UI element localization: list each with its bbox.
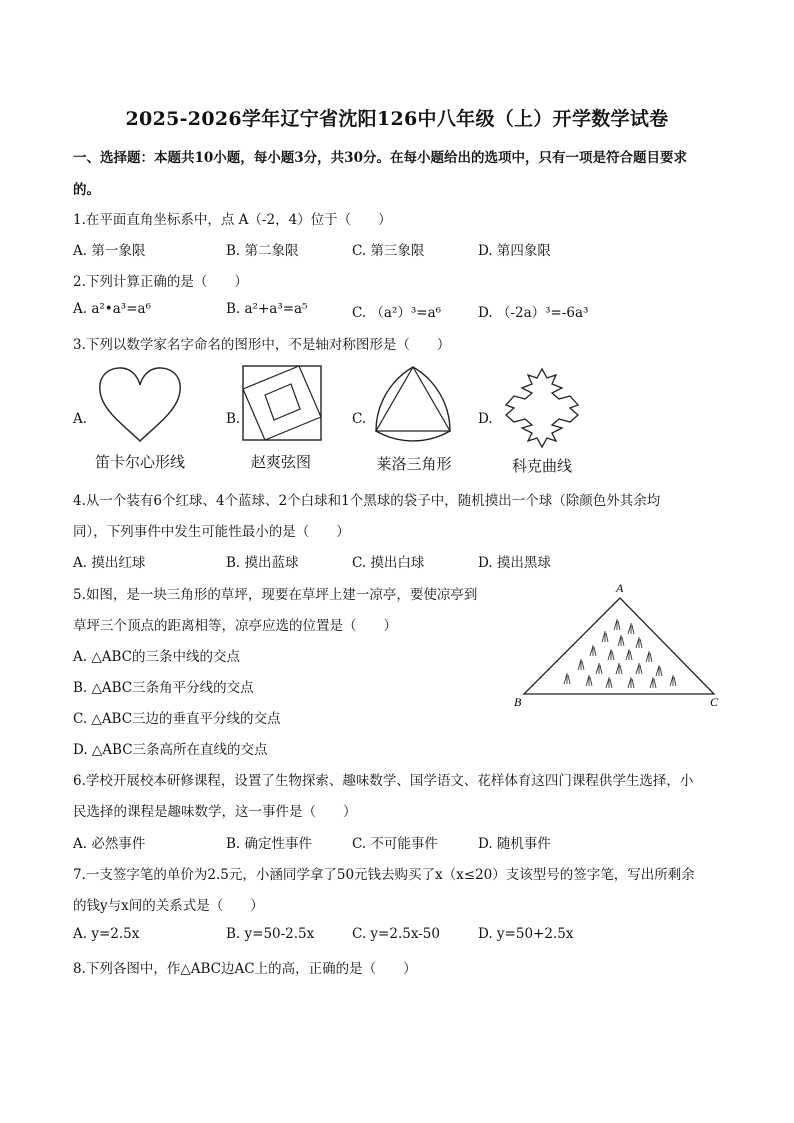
- zhao-shuang-diagram-figure: [242, 365, 322, 441]
- q1-option-c[interactable]: C. 第三象限: [352, 243, 425, 259]
- q3-caption-b: 赵爽弦图: [250, 453, 311, 471]
- q3-option-d-letter[interactable]: D.: [478, 411, 493, 427]
- q7-stem-line1: 7.一支签字笔的单价为2.5元，小涵同学拿了50元钱去购买了x（x≤20）支该型号的签字笔，写出所剩余: [73, 867, 695, 883]
- lawn-triangle-figure: [510, 580, 726, 710]
- q4-stem-line2: 同），下列事件中发生可能性最小的是（ ）: [73, 524, 350, 540]
- q6-option-d[interactable]: D. 随机事件: [478, 836, 551, 852]
- q3-option-c-letter[interactable]: C.: [352, 411, 367, 427]
- q4-option-a[interactable]: A. 摸出红球: [73, 555, 146, 571]
- q3-caption-a: 笛卡尔心形线: [94, 453, 185, 471]
- q5-option-b[interactable]: B. △ABC三条角平分线的交点: [73, 680, 254, 696]
- q1-option-b[interactable]: B. 第二象限: [226, 243, 299, 259]
- q6-stem-line1: 6.学校开展校本研修课程，设置了生物探索、趣味数学、国学语文、花样体育这四门课程供学生选择，小: [73, 773, 694, 789]
- q5-stem-line1: 5.如图，是一块三角形的草坪，现要在草坪上建一凉亭，要使凉亭到: [73, 587, 478, 603]
- q6-stem-line2: 民选择的课程是趣味数学，这一事件是（ ）: [73, 804, 357, 820]
- q5-stem-line2: 草坪三个顶点的距离相等，凉亭应选的位置是（ ）: [73, 618, 397, 634]
- section-heading-line1: 一、选择题：本题共10小题，每小题3分，共30分。在每小题给出的选项中，只有一项是符合题目要求: [73, 150, 687, 166]
- q3-option-b-letter[interactable]: B.: [226, 411, 241, 427]
- cardioid-heart-figure: [96, 363, 184, 445]
- q4-stem-line1: 4.从一个装有6个红球、4个蓝球、2个白球和1个黑球的袋子中，随机摸出一个球（除颜色外其余均: [73, 493, 661, 509]
- q5-option-c[interactable]: C. △ABC三边的垂直平分线的交点: [73, 711, 281, 727]
- q6-option-a[interactable]: A. 必然事件: [73, 836, 146, 852]
- q3-caption-d: 科克曲线: [511, 457, 572, 475]
- q2-option-d[interactable]: D. （-2a）³=-6a³: [478, 305, 589, 321]
- q7-option-b[interactable]: B. y=50-2.5x: [226, 926, 315, 942]
- q2-stem: 2.下列计算正确的是（ ）: [73, 274, 248, 290]
- q3-stem: 3.下列以数学家名字命名的图形中，不是轴对称图形是（ ）: [73, 337, 451, 353]
- q1-stem: 1.在平面直角坐标系中，点 A（-2，4）位于（ ）: [73, 212, 392, 228]
- reuleaux-triangle-figure: [370, 363, 456, 443]
- q7-option-a[interactable]: A. y=2.5x: [73, 926, 140, 942]
- q6-option-b[interactable]: B. 确定性事件: [226, 836, 313, 852]
- page-title: 2025-2026学年辽宁省沈阳126中八年级（上）开学数学试卷: [125, 108, 669, 130]
- q5-option-d[interactable]: D. △ABC三条高所在直线的交点: [73, 742, 268, 758]
- q5-option-a[interactable]: A. △ABC的三条中线的交点: [73, 649, 240, 665]
- q2-option-c[interactable]: C. （a²）³=a⁶: [352, 305, 442, 321]
- q3-caption-c: 莱洛三角形: [376, 455, 452, 473]
- q7-option-c[interactable]: C. y=2.5x-50: [352, 926, 440, 942]
- q7-stem-line2: 的钱y与x间的关系式是（ ）: [73, 898, 264, 914]
- q2-option-b[interactable]: B. a²+a³=a⁵: [226, 301, 308, 317]
- q3-option-a-letter[interactable]: A.: [73, 411, 88, 427]
- q8-stem: 8.下列各图中，作△ABC边AC上的高，正确的是（ ）: [73, 961, 417, 977]
- q1-option-a[interactable]: A. 第一象限: [73, 243, 146, 259]
- q2-option-a[interactable]: A. a²•a³=a⁶: [73, 301, 151, 317]
- vertex-label-a: A: [616, 581, 624, 595]
- koch-curve-figure: [496, 367, 588, 449]
- section-heading-line2: 的。: [73, 182, 100, 198]
- q4-option-b[interactable]: B. 摸出蓝球: [226, 555, 299, 571]
- q1-option-d[interactable]: D. 第四象限: [478, 243, 551, 259]
- q4-option-c[interactable]: C. 摸出白球: [352, 555, 425, 571]
- q6-option-c[interactable]: C. 不可能事件: [352, 836, 438, 852]
- grass-marks: [564, 619, 676, 688]
- q7-option-d[interactable]: D. y=50+2.5x: [478, 926, 574, 942]
- vertex-label-c: C: [710, 695, 719, 709]
- vertex-label-b: B: [514, 695, 522, 709]
- q4-option-d[interactable]: D. 摸出黑球: [478, 555, 551, 571]
